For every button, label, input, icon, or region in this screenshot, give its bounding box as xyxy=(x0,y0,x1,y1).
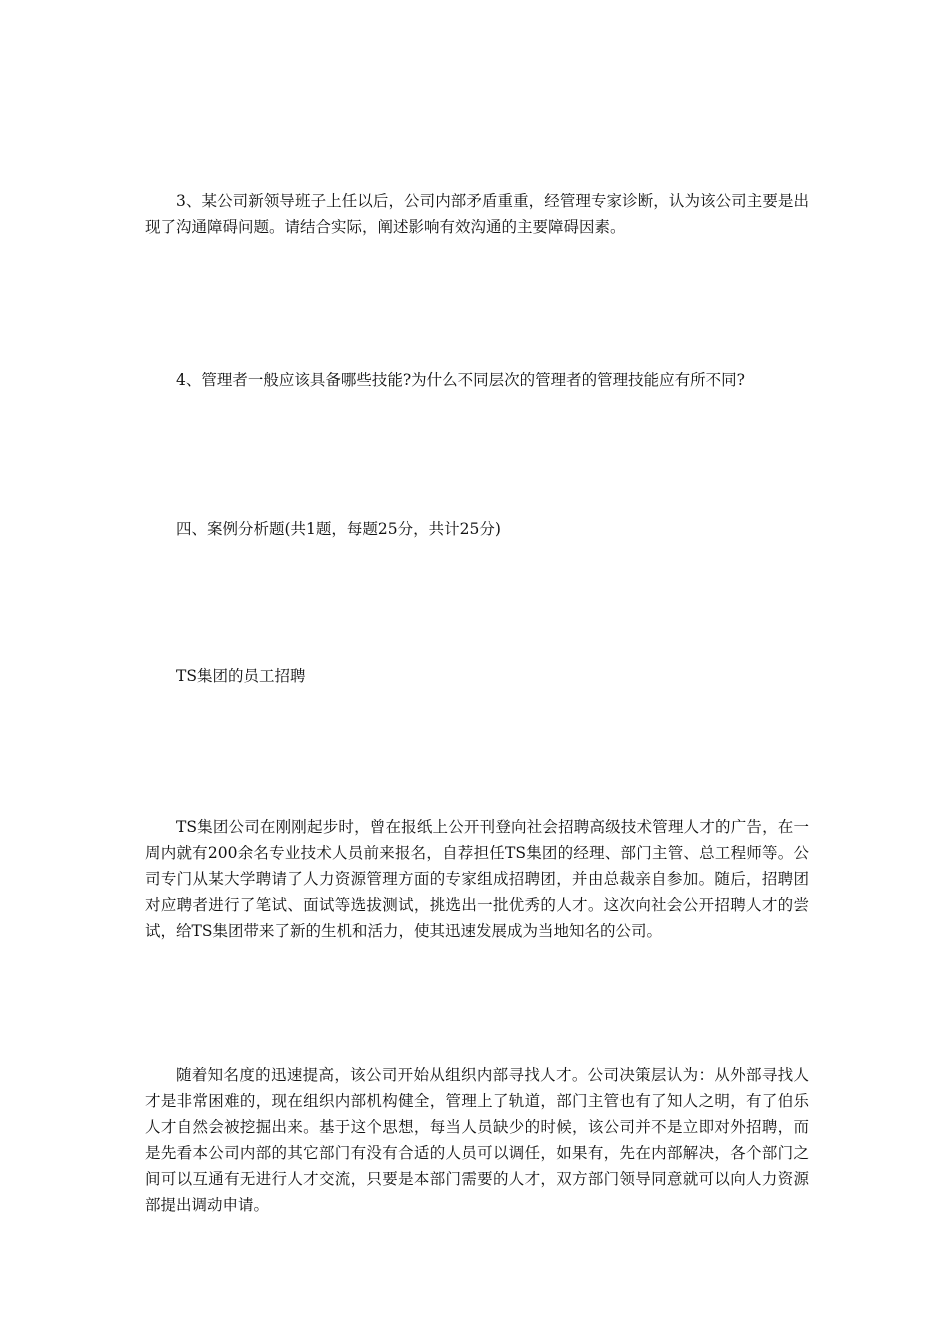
case-paragraph-1: TS集团公司在刚刚起步时，曾在报纸上公开刊登向社会招聘高级技术管理人才的广告，在一周内就有200余名专业技术人员前来报名，自荐担任TS集团的经理、部门主管、总工程师等。公司专门从某大学聘请了人力资源管理方面的专家组成招聘团，并由总裁亲自参加。随后，招聘团对应聘者进行了笔试、面试等选拔测试，挑选出一批优秀的人才。这次向社会公开招聘人才的尝试，给TS集团带来了新的生机和活力，使其迅速发展成为当地知名的公司。 xyxy=(145,818,809,940)
question-4: 4、管理者一般应该具备哪些技能?为什么不同层次的管理者的管理技能应有所不同? xyxy=(176,371,745,389)
section-heading-case-analysis: 四、案例分析题(共1题，每题25分，共计25分) xyxy=(176,520,501,538)
question-3: 3、某公司新领导班子上任以后，公司内部矛盾重重，经管理专家诊断，认为该公司主要是出现了沟通障碍问题。请结合实际，阐述影响有效沟通的主要障碍因素。 xyxy=(145,192,809,236)
case-title: TS集团的员工招聘 xyxy=(176,667,306,685)
case-paragraph-2: 随着知名度的迅速提高，该公司开始从组织内部寻找人才。公司决策层认为：从外部寻找人才是非常困难的，现在组织内部机构健全，管理上了轨道，部门主管也有了知人之明，有了伯乐人才自然会被挖掘出来。基于这个思想，每当人员缺少的时候，该公司并不是立即对外招聘，而是先看本公司内部的其它部门有没有合适的人员可以调任，如果有，先在内部解决，各个部门之间可以互通有无进行人才交流，只要是本部门需要的人才，双方部门领导同意就可以向人力资源部提出调动申请。 xyxy=(145,1066,809,1214)
